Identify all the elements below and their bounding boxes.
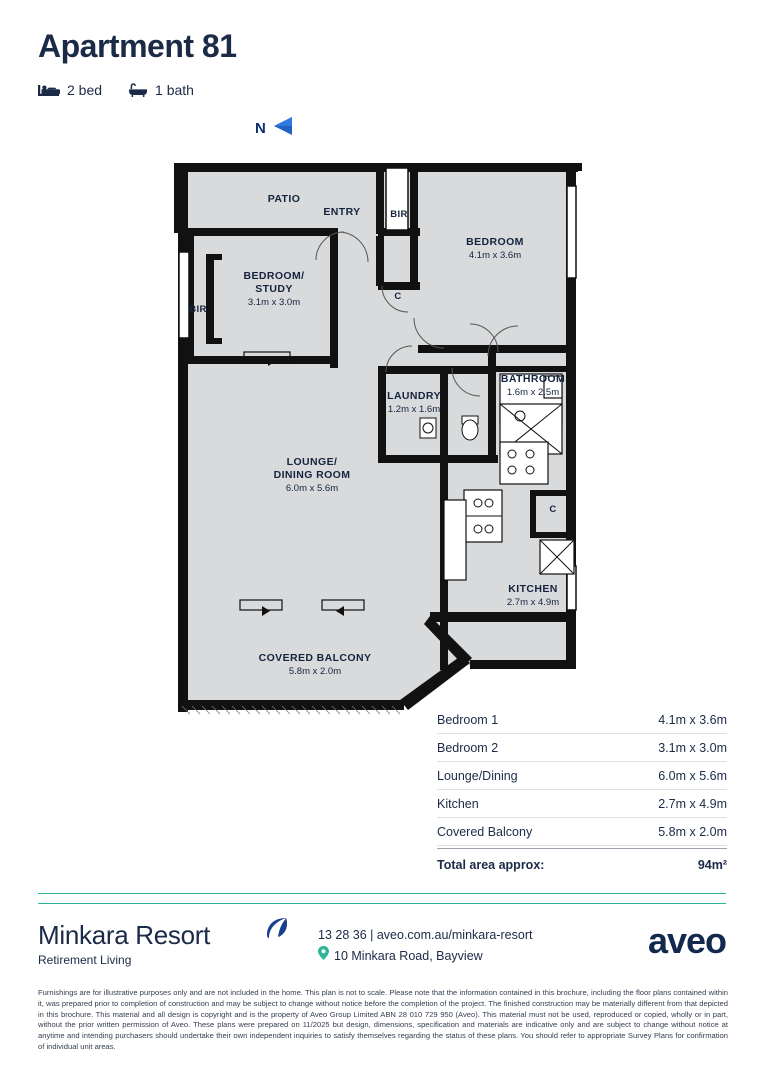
room-name: LOUNGE/ <box>286 456 338 468</box>
resort-tagline: Retirement Living <box>38 953 132 967</box>
room-label-bir-top <box>378 209 420 221</box>
room-size-cell: 3.1m x 3.0m <box>658 740 727 755</box>
resort-branding <box>38 920 210 967</box>
leaf-icon <box>264 915 290 946</box>
room-label-bedroom-study <box>214 270 334 309</box>
table-row <box>437 818 727 846</box>
room-dimensions: 4.1m x 3.6m <box>468 250 522 262</box>
room-name: BIR <box>189 304 207 315</box>
room-dimensions: 2.7m x 4.9m <box>506 597 560 609</box>
total-area-value: 94m² <box>697 858 727 872</box>
room-name: BATHROOM <box>500 373 566 385</box>
phone-and-website[interactable]: 13 28 36 | aveo.com.au/minkara-resort <box>318 928 533 942</box>
room-label-entry <box>305 206 379 219</box>
table-row <box>437 790 727 818</box>
area-schedule <box>437 706 727 879</box>
room-label-bathroom <box>485 373 581 399</box>
room-label-lounge <box>232 456 392 495</box>
room-name: ENTRY <box>323 206 361 218</box>
room-name: BEDROOM <box>466 236 524 248</box>
room-name: PATIO <box>267 193 301 205</box>
room-dimensions: 3.1m x 3.0m <box>247 297 301 309</box>
total-area-label: Total area approx: <box>437 858 545 872</box>
table-row <box>437 706 727 734</box>
map-pin-icon <box>318 946 329 967</box>
bed-count-label: 2 bed <box>67 82 103 98</box>
room-label-laundry <box>378 390 450 416</box>
room-label-c-kitchen <box>540 504 566 516</box>
aveo-logo: aveo <box>647 920 726 961</box>
room-name: COVERED BALCONY <box>258 652 372 664</box>
room-name: C <box>394 291 402 302</box>
room-size-cell: 4.1m x 3.6m <box>658 712 727 727</box>
room-dimensions: 1.2m x 1.6m <box>387 404 441 416</box>
room-name-cell: Lounge/Dining <box>437 768 518 783</box>
address-line <box>318 946 532 967</box>
room-label-patio <box>236 193 332 206</box>
room-name: C <box>549 504 557 515</box>
divider-bottom <box>38 903 726 904</box>
room-dimensions: 5.8m x 2.0m <box>288 666 342 678</box>
room-name-cell: Bedroom 2 <box>437 740 499 755</box>
room-name-cell: Kitchen <box>437 796 479 811</box>
room-name: LAUNDRY <box>387 390 441 402</box>
room-size-cell: 2.7m x 4.9m <box>658 796 727 811</box>
bath-count-label: 1 bath <box>155 82 194 98</box>
resort-name: Minkara Resort <box>38 920 211 950</box>
room-name: KITCHEN <box>508 583 558 595</box>
room-dimensions: 1.6m x 2.5m <box>506 387 560 399</box>
room-label-balcony <box>222 652 408 678</box>
room-size-cell: 5.8m x 2.0m <box>658 824 727 839</box>
room-label-bedroom <box>425 236 565 262</box>
room-label-bir-left <box>178 304 218 316</box>
room-name-cell: Bedroom 1 <box>437 712 499 727</box>
divider-top <box>38 893 726 894</box>
table-row <box>437 762 727 790</box>
room-label-c-top <box>386 291 410 303</box>
table-row-total <box>437 848 727 879</box>
room-size-cell: 6.0m x 5.6m <box>658 768 727 783</box>
room-name-line2: DINING ROOM <box>273 469 351 482</box>
room-name-line2: STUDY <box>255 283 293 296</box>
room-name: BEDROOM/ <box>243 270 305 282</box>
room-name: BIR <box>390 209 408 220</box>
compass-north-label: N <box>255 120 266 137</box>
room-name-cell: Covered Balcony <box>437 824 533 839</box>
contact-block <box>318 925 532 966</box>
room-dimensions: 6.0m x 5.6m <box>285 483 339 495</box>
table-row <box>437 734 727 762</box>
room-label-kitchen <box>478 583 588 609</box>
address-text: 10 Minkara Road, Bayview <box>334 948 483 963</box>
disclaimer-text: Furnishings are for illustrative purposes only and are not included in the home. This plan is not to scale. Please note that the information contained in this brochure, including the floor plans contained within it, was prepared prior to completion of construction and may be subject to change without notice before the completion of the project. The finished construction may be materially different from that depicted in this brochure. This material and all design is copyright and is the property of Aveo Group Limited ABN 28 010 729 950 (Aveo). This material must not be used, reproduced or copied, wholly or in part, without the prior written permission of Aveo. These plans were prepared on 11/2025 but design, dimensions, specification and materials are indicative only and are subject to change without notice at anytime and intending purchasers should undertake their own independent inquiries to satisfy themselves regarding the status of these plans. You should refer to appropriate Survey Plans for confirmation of individual unit areas. <box>38 988 728 1051</box>
page-title: Apartment 81 <box>38 28 237 64</box>
